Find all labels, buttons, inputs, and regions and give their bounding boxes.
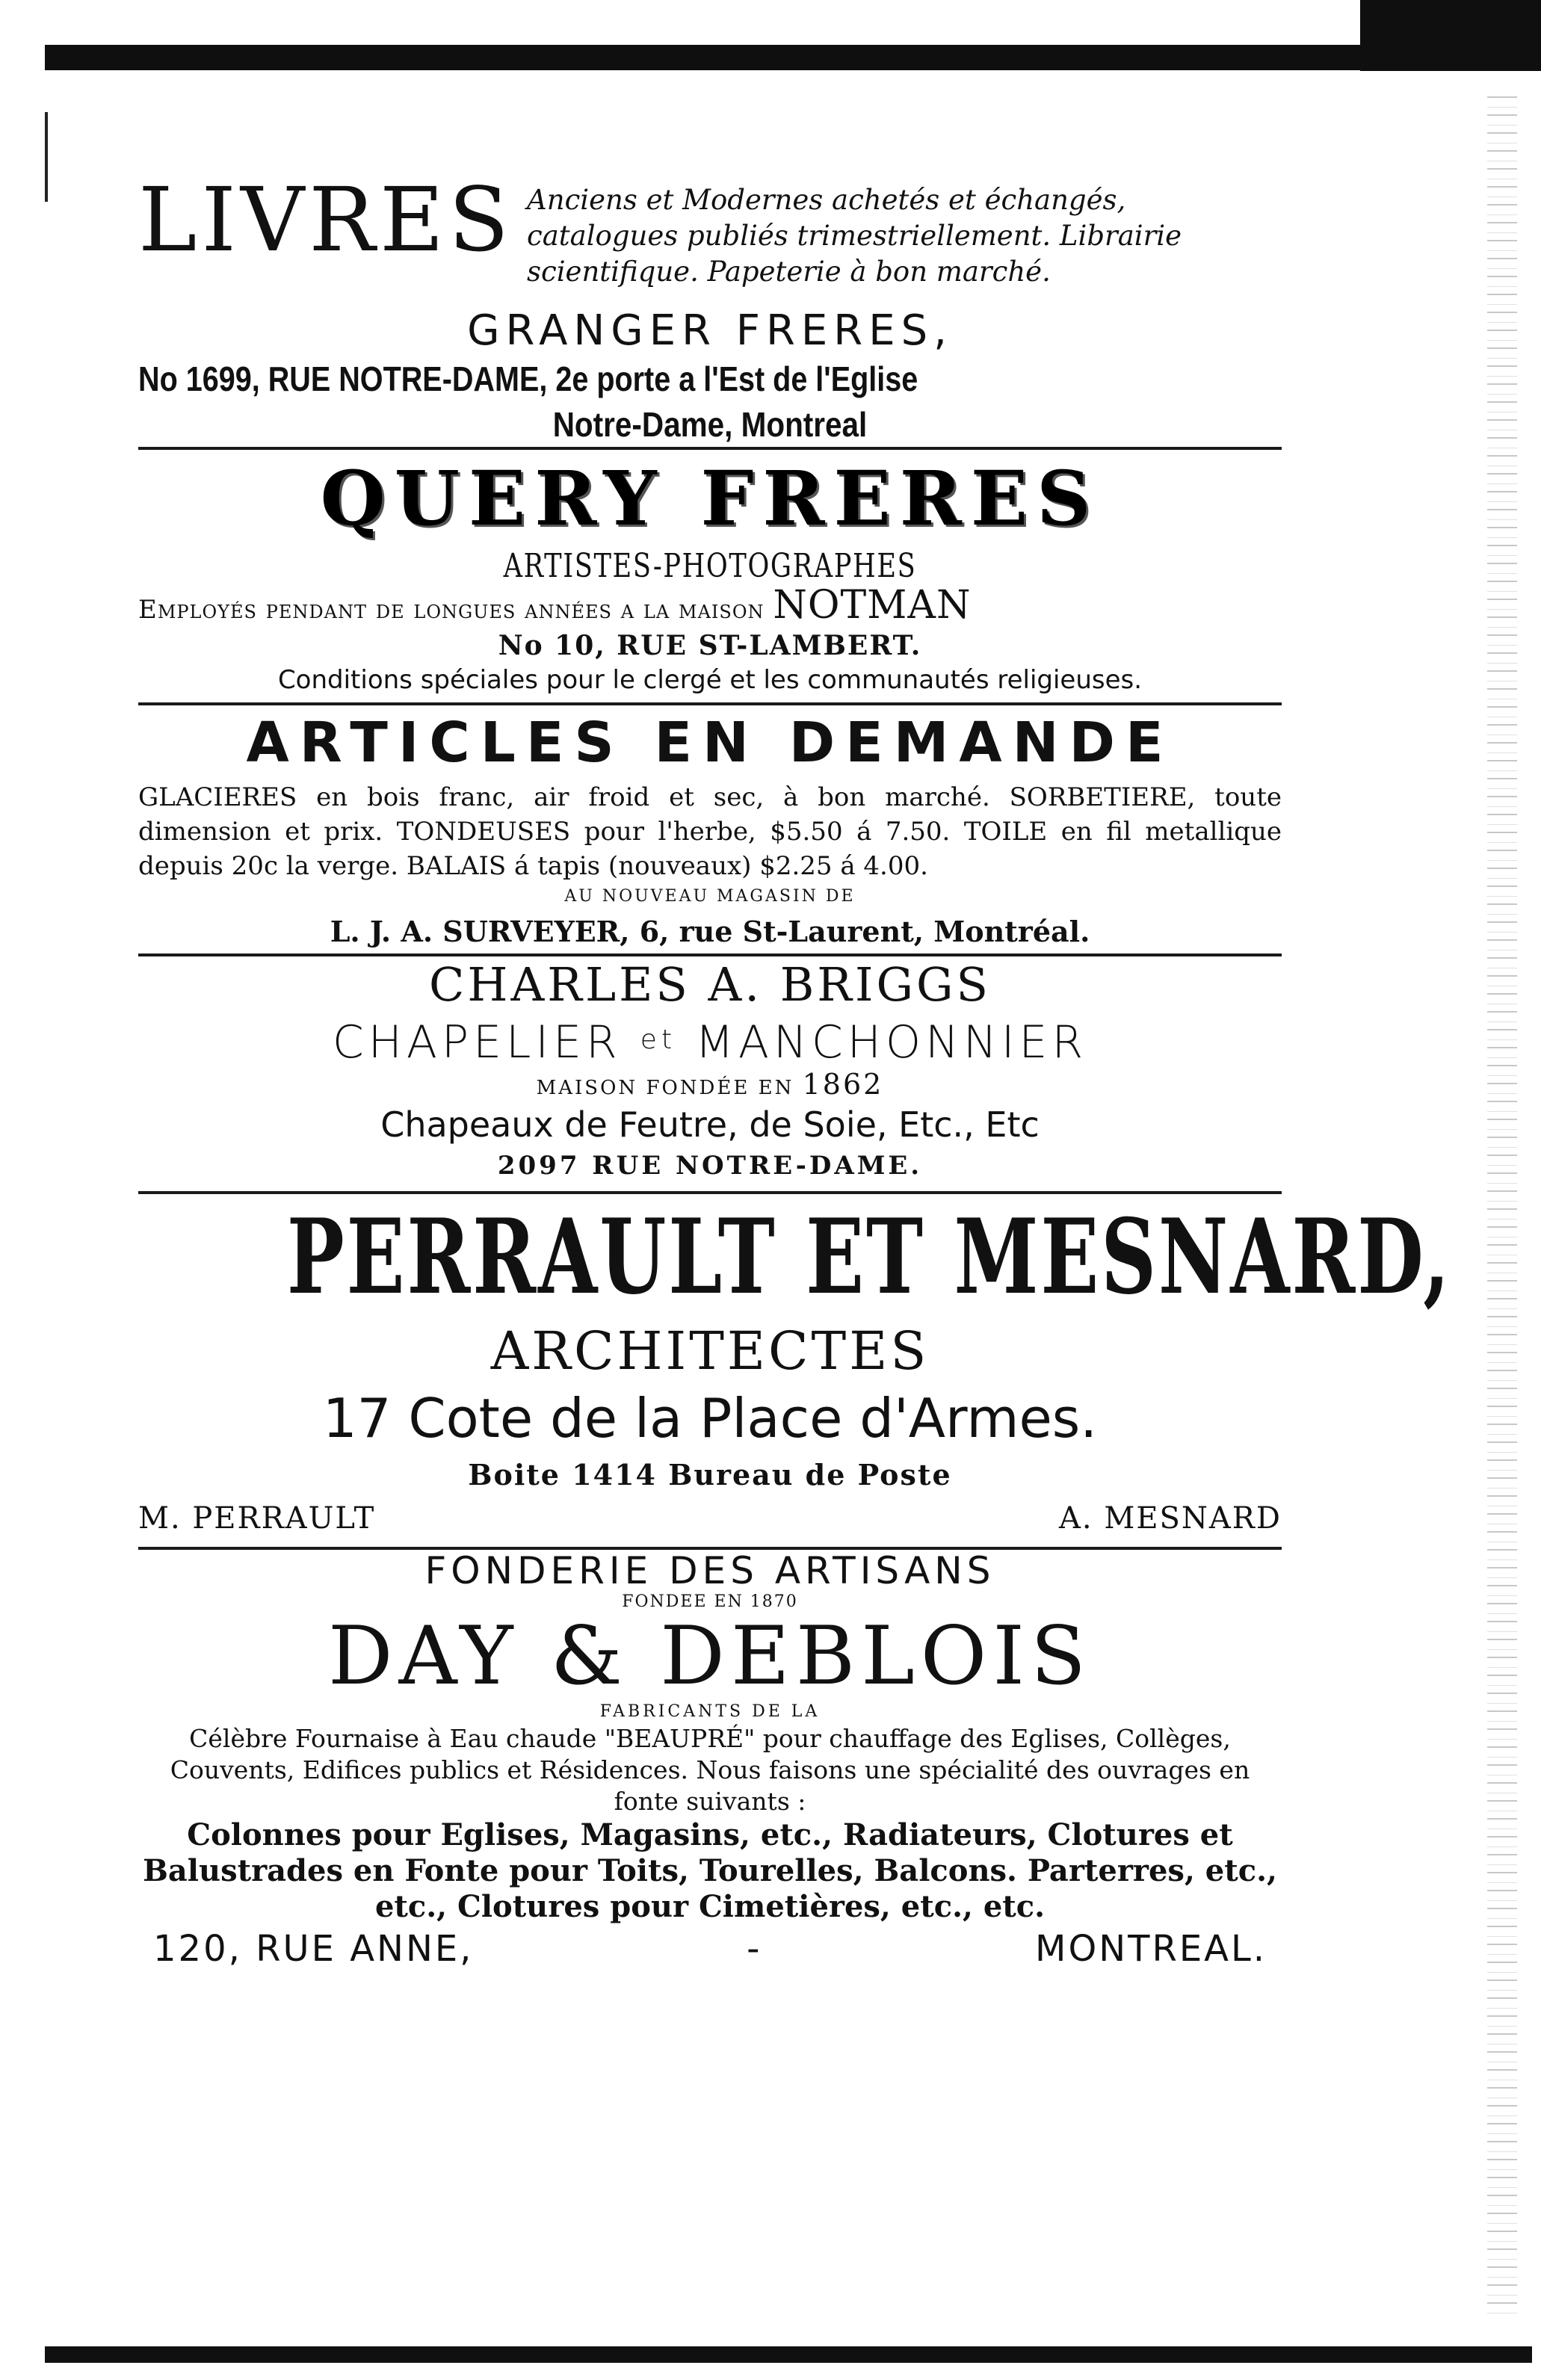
day-address-street: 120, RUE ANNE, xyxy=(153,1928,474,1970)
briggs-trade-et: et xyxy=(640,1024,677,1055)
granger-city: Notre-Dame, Montreal xyxy=(552,405,868,444)
advertisement-page xyxy=(138,168,1452,1973)
query-trade: ARTISTES-PHOTOGRAPHES xyxy=(503,547,917,585)
query-employ-notman: NOTMAN xyxy=(773,583,972,628)
ad-granger-freres xyxy=(138,168,1282,447)
perrault-address: 17 Cote de la Place d'Armes. xyxy=(322,1387,1098,1450)
scan-left-edge xyxy=(45,112,63,202)
day-address-sep: - xyxy=(747,1928,762,1970)
query-employ xyxy=(138,583,1282,629)
briggs-trade-b: MANCHONNIER xyxy=(695,1016,1088,1069)
day-body: Célèbre Fournaise à Eau chaude "BEAUPRÉ" pour chauffage des Eglises, Collèges, Couvents, Edifices publics et Résidences. Nous faisons une spécialité des ouvrages en fonte suivants : xyxy=(170,1724,1250,1816)
briggs-trade xyxy=(138,1013,1282,1069)
livres-header xyxy=(138,168,1282,288)
ad-articles-en-demande xyxy=(138,705,1282,953)
perrault-title: PERRAULT ET MESNARD, xyxy=(286,1196,1452,1317)
livres-description: Anciens et Modernes achetés et échangés, catalogues publiés trimestriellement. Librairie scientifique. Papeterie à bon marché. xyxy=(527,184,1182,288)
briggs-address: 2097 RUE NOTRE-DAME. xyxy=(497,1151,923,1181)
briggs-founded-year: 1862 xyxy=(802,1068,884,1101)
day-title: DAY & DEBLOIS xyxy=(328,1610,1092,1703)
livres-word: LIVRES xyxy=(138,168,514,271)
briggs-trade-a: CHAPELIER xyxy=(332,1016,622,1069)
ad-day-deblois xyxy=(138,1550,1282,1973)
briggs-founded xyxy=(138,1069,1282,1103)
briggs-founded-text: MAISON FONDÉE EN xyxy=(536,1077,794,1099)
briggs-hats: Chapeaux de Feutre, de Soie, Etc., Etc xyxy=(380,1104,1040,1145)
query-employ-text: Employés pendant de longues années a la maison xyxy=(138,595,765,625)
day-products: Colonnes pour Eglises, Magasins, etc., Radiateurs, Clotures et Balustrades en Fonte pour Toits, Tourelles, Balcons. Parterres, etc., etc., Clotures pour Cimetières, etc., etc. xyxy=(143,1817,1277,1924)
bottom-rule xyxy=(45,2346,1532,2363)
day-address-city: MONTREAL. xyxy=(1035,1928,1267,1970)
perrault-profession: ARCHITECTES xyxy=(490,1320,930,1382)
query-name: QUERY FRERES xyxy=(320,454,1100,543)
articles-title: ARTICLES EN DEMANDE xyxy=(246,711,1174,775)
query-conditions: Conditions spéciales pour le clergé et les communautés religieuses. xyxy=(277,665,1143,695)
scan-right-edge xyxy=(1487,90,1517,2316)
perrault-name-right: A. MESNARD xyxy=(1059,1501,1282,1536)
articles-address: L. J. A. SURVEYER, 6, rue St-Laurent, Montréal. xyxy=(330,915,1090,948)
day-fab: FABRICANTS DE LA xyxy=(599,1702,821,1721)
granger-address: No 1699, RUE NOTRE-DAME, 2e porte a l'Est de l'Eglise xyxy=(138,359,918,398)
articles-store-label: AU NOUVEAU MAGASIN DE xyxy=(564,887,856,906)
perrault-name-left: M. PERRAULT xyxy=(138,1501,376,1536)
briggs-name: CHARLES A. BRIGGS xyxy=(428,957,992,1012)
top-rule xyxy=(45,45,1532,70)
ad-perrault-mesnard xyxy=(138,1194,1452,1541)
granger-name: GRANGER FRERES, xyxy=(467,306,953,355)
day-address xyxy=(138,1925,1282,1973)
ad-query-freres xyxy=(138,450,1282,698)
articles-body: GLACIERES en bois franc, air froid et sec, à bon marché. SORBETIERE, toute dimension et prix. TONDEUSES pour l'herbe, $5.50 á 7.50. TOILE en fil metallique depuis 20c la verge. BALAIS á tapis (nouveaux) $2.25 á 4.00. xyxy=(138,782,1282,881)
query-address: No 10, RUE ST-LAMBERT. xyxy=(498,630,922,661)
ad-charles-briggs xyxy=(138,956,1282,1185)
perrault-names xyxy=(138,1496,1282,1541)
day-founded: FONDEE EN 1870 xyxy=(622,1592,798,1611)
day-header: FONDERIE DES ARTISANS xyxy=(424,1549,995,1592)
perrault-box: Boite 1414 Bureau de Poste xyxy=(468,1458,952,1492)
